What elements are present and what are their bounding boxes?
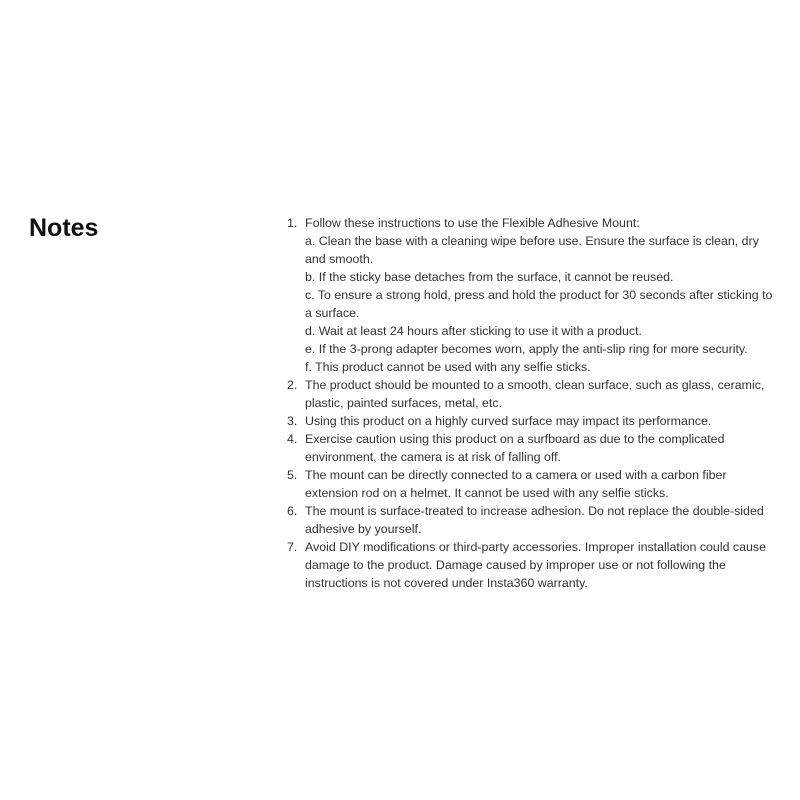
note-item <box>287 412 777 430</box>
note-text: Using this product on a highly curved surface may impact its performance. <box>305 414 712 428</box>
note-text: Avoid DIY modifications or third-party accessories. Improper installation could cause damage to the product. Damage caused by improper use or not following the instructions is not covered under Insta360 warranty. <box>305 540 766 590</box>
note-item <box>287 430 777 466</box>
note-subitem: c. To ensure a strong hold, press and hold the product for 30 seconds after sticking to a surface. <box>305 288 773 320</box>
note-text: Follow these instructions to use the Flexible Adhesive Mount: <box>305 216 640 230</box>
note-text: The mount can be directly connected to a camera or used with a carbon fiber extension rod on a helmet. It cannot be used with any selfie sticks. <box>305 468 727 500</box>
note-number: 5. <box>287 468 298 482</box>
note-subitem: b. If the sticky base detaches from the surface, it cannot be reused. <box>305 270 674 284</box>
note-number: 7. <box>287 540 298 554</box>
note-number: 6. <box>287 504 298 518</box>
note-text: Exercise caution using this product on a surfboard as due to the complicated environment, the camera is at risk of falling off. <box>305 432 725 464</box>
note-text: The product should be mounted to a smooth, clean surface, such as glass, ceramic, plastic, painted surfaces, metal, etc. <box>305 378 765 410</box>
note-subitem: f. This product cannot be used with any selfie sticks. <box>305 360 591 374</box>
note-item <box>287 502 777 538</box>
note-number: 3. <box>287 414 298 428</box>
note-subitem: a. Clean the base with a cleaning wipe before use. Ensure the surface is clean, dry and smooth. <box>305 234 759 266</box>
note-item <box>287 376 777 412</box>
notes-heading: Notes <box>29 214 99 242</box>
note-number: 4. <box>287 432 298 446</box>
notes-list <box>287 214 777 592</box>
note-item <box>287 214 777 376</box>
note-item <box>287 466 777 502</box>
note-item <box>287 538 777 592</box>
note-sub-list <box>305 232 777 376</box>
note-number: 1. <box>287 216 298 230</box>
note-subitem: e. If the 3-prong adapter becomes worn, apply the anti-slip ring for more security. <box>305 342 748 356</box>
note-text: The mount is surface-treated to increase adhesion. Do not replace the double-sided adhesive by yourself. <box>305 504 764 536</box>
note-number: 2. <box>287 378 298 392</box>
note-subitem: d. Wait at least 24 hours after sticking to use it with a product. <box>305 324 643 338</box>
